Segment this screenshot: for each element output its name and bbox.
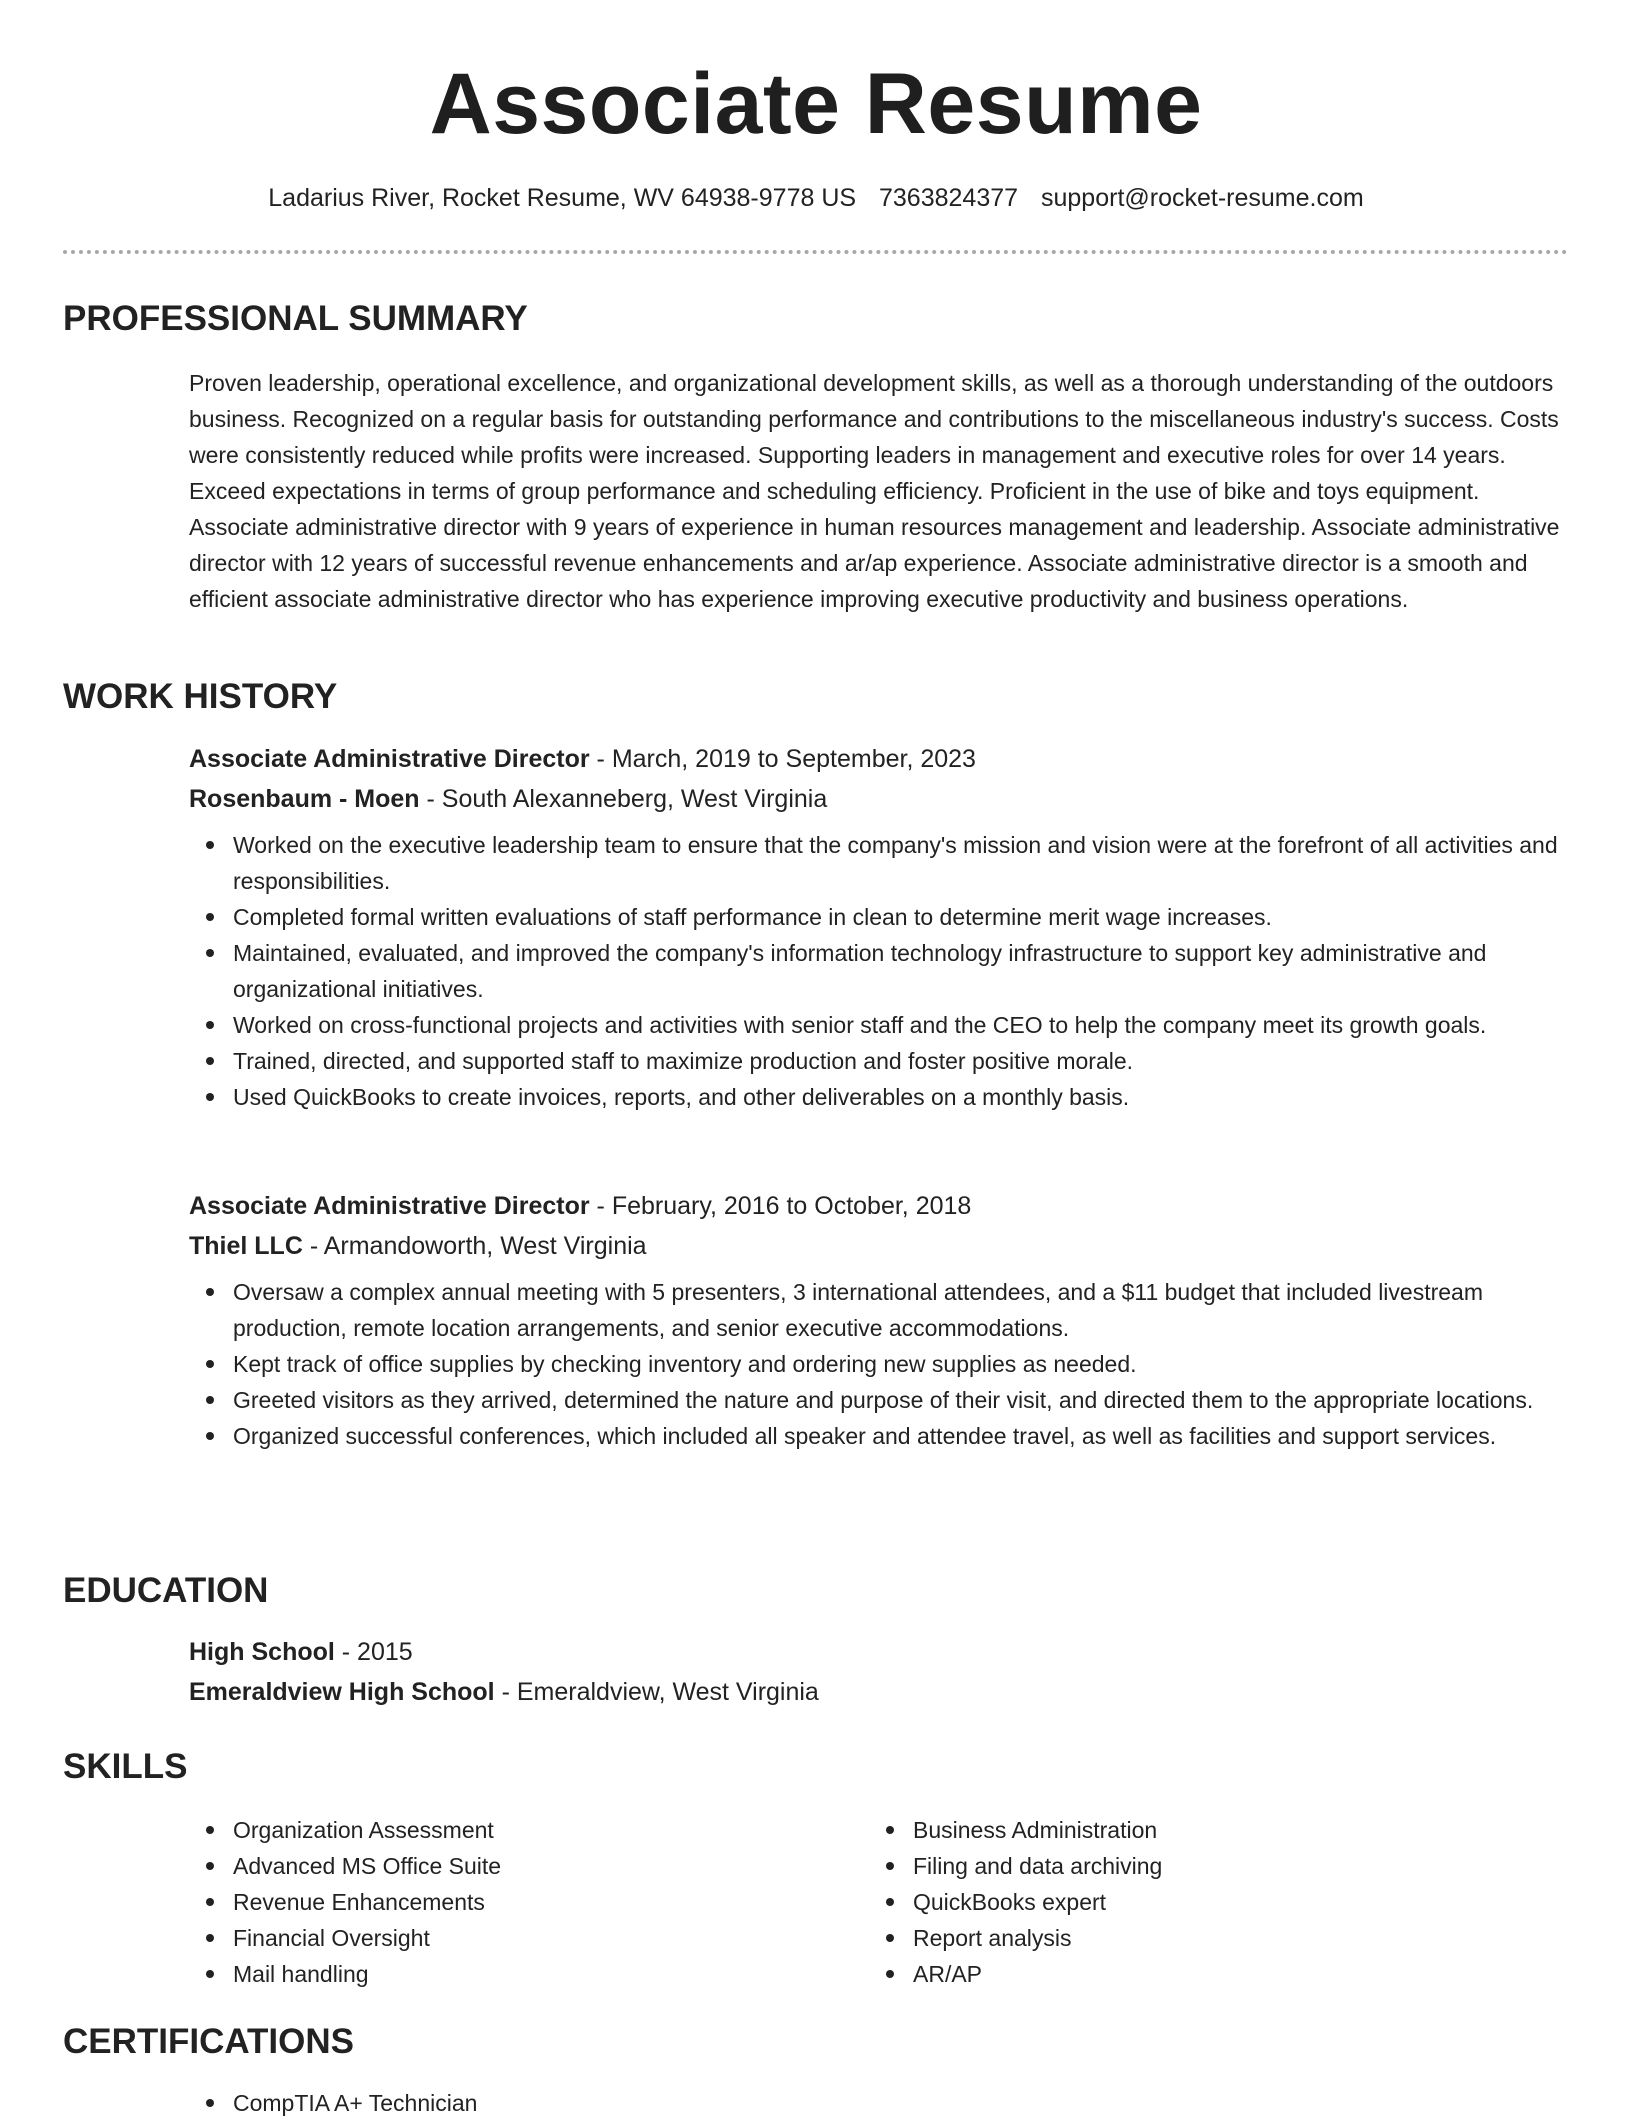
education-school: Emeraldview High School — [189, 1678, 495, 1706]
section-title-skills: SKILLS — [63, 1747, 188, 1786]
header-divider — [63, 250, 1568, 254]
education-entry — [189, 1632, 1569, 1712]
list-item: Worked on cross-functional projects and activities with senior staff and the CEO to help the company meet its growth goals. — [189, 1007, 1569, 1043]
job-duties-list — [189, 1274, 1569, 1454]
job-entry — [189, 739, 1569, 1115]
job-location: - Armandoworth, West Virginia — [302, 1232, 647, 1260]
list-item: Worked on the executive leadership team to ensure that the company's mission and vision were at the forefront of all activities and responsibilities. — [189, 827, 1569, 899]
job-dates: - February, 2016 to October, 2018 — [589, 1192, 972, 1220]
section-title-education: EDUCATION — [63, 1571, 269, 1610]
list-item: Business Administration — [869, 1812, 1549, 1848]
job-company: Thiel LLC — [189, 1232, 303, 1260]
list-item: QuickBooks expert — [869, 1884, 1549, 1920]
job-dates: - March, 2019 to September, 2023 — [589, 745, 976, 773]
list-item: CompTIA A+ Technician — [189, 2085, 1569, 2121]
skills-column-right — [869, 1812, 1549, 1992]
section-title-summary: PROFESSIONAL SUMMARY — [63, 299, 528, 338]
list-item: Revenue Enhancements — [189, 1884, 869, 1920]
resume-title: Associate Resume — [429, 56, 1203, 152]
list-item: Advanced MS Office Suite — [189, 1848, 869, 1884]
job-company: Rosenbaum - Moen — [189, 785, 420, 813]
list-item: Kept track of office supplies by checking inventory and ordering new supplies as needed. — [189, 1346, 1569, 1382]
list-item: Trained, directed, and supported staff to maximize production and foster positive morale. — [189, 1043, 1569, 1079]
list-item: Filing and data archiving — [869, 1848, 1549, 1884]
job-company-line — [189, 1226, 1569, 1266]
list-item: Organization Assessment — [189, 1812, 869, 1848]
list-item: Completed formal written evaluations of staff performance in clean to determine merit wage increases. — [189, 899, 1569, 935]
education-degree-line — [189, 1632, 1569, 1672]
education-location: - Emeraldview, West Virginia — [494, 1678, 819, 1706]
job-location: - South Alexanneberg, West Virginia — [419, 785, 828, 813]
skills-column-left — [189, 1812, 869, 1992]
job-duties-list — [189, 827, 1569, 1115]
job-title: Associate Administrative Director — [189, 1192, 590, 1220]
list-item: Oversaw a complex annual meeting with 5 presenters, 3 international attendees, and a $11 budget that included livestream production, remote location arrangements, and senior executive accommodations. — [189, 1274, 1569, 1346]
list-item: Report analysis — [869, 1920, 1549, 1956]
skills-grid — [189, 1812, 1569, 1992]
job-title: Associate Administrative Director — [189, 745, 590, 773]
section-title-work: WORK HISTORY — [63, 677, 338, 716]
contact-phone: 7363824377 — [879, 184, 1019, 212]
list-item: Mail handling — [189, 1956, 869, 1992]
education-school-line — [189, 1672, 1569, 1712]
list-item: Organized successful conferences, which included all speaker and attendee travel, as well as facilities and support services. — [189, 1418, 1569, 1454]
education-year: - 2015 — [334, 1638, 413, 1666]
contact-address: Ladarius River, Rocket Resume, WV 64938-9778 US — [268, 184, 857, 212]
list-item: Maintained, evaluated, and improved the company's information technology infrastructure to support key administrative and organizational initiatives. — [189, 935, 1569, 1007]
skills-list — [189, 1812, 869, 1992]
summary-text: Proven leadership, operational excellence, and organizational development skills, as well as a thorough understanding of the outdoors business. Recognized on a regular basis for outstanding performance and contributions to the miscellaneous industry's success. Costs were consistently reduced while profits were increased. Supporting leaders in management and executive roles for over 14 years. Exceed expectations in terms of group performance and scheduling efficiency. Proficient in the use of bike and toys equipment. Associate administrative director with 9 years of experience in human resources management and leadership. Associate administrative director with 12 years of successful revenue enhancements and ar/ap experience. Associate administrative director is a smooth and efficient associate administrative director who has experience improving executive productivity and business operations. — [189, 370, 1560, 612]
job-company-line — [189, 779, 1569, 819]
list-item: Greeted visitors as they arrived, determined the nature and purpose of their visit, and directed them to the appropriate locations. — [189, 1382, 1569, 1418]
job-title-line — [189, 739, 1569, 779]
certifications-entry — [189, 2085, 1569, 2121]
list-item: AR/AP — [869, 1956, 1549, 1992]
list-item: Financial Oversight — [189, 1920, 869, 1956]
certifications-list — [189, 2085, 1569, 2121]
contact-line — [0, 180, 1632, 216]
section-title-certifications: CERTIFICATIONS — [63, 2022, 355, 2061]
skills-list — [869, 1812, 1549, 1992]
job-title-line — [189, 1186, 1569, 1226]
education-degree: High School — [189, 1638, 335, 1666]
contact-email: support@rocket-resume.com — [1041, 184, 1364, 212]
list-item: Used QuickBooks to create invoices, reports, and other deliverables on a monthly basis. — [189, 1079, 1569, 1115]
job-entry — [189, 1186, 1569, 1454]
